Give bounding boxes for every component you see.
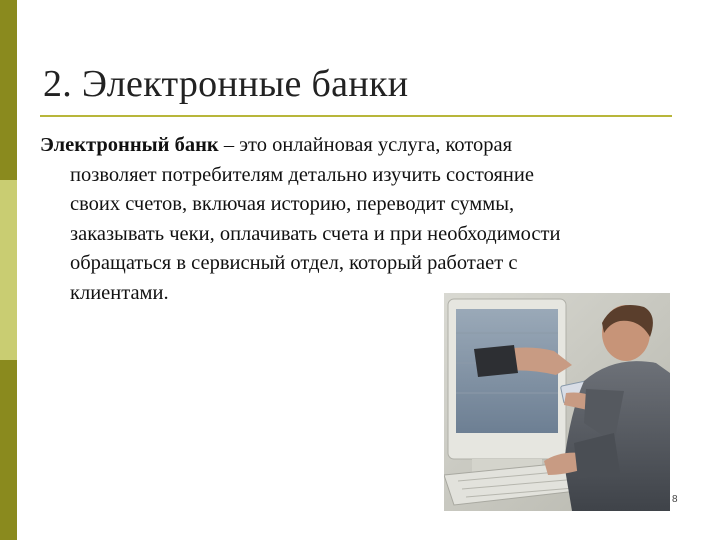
body-line-3: своих счетов, включая историю, переводит суммы, (70, 193, 515, 215)
side-bar-segment-top (0, 0, 17, 180)
side-bar-segment-bottom (0, 360, 17, 540)
slide-number: 8 (672, 494, 678, 505)
slide-title: 2. Электронные банки (43, 63, 409, 105)
title-underline (40, 115, 672, 117)
body-line-1-rest: – это онлайновая услуга, которая (218, 134, 513, 156)
body-line-6: клиентами. (70, 281, 169, 304)
slide-side-bar (0, 0, 17, 540)
body-line-5: обращаться в сервисный отдел, который работает с (70, 252, 518, 274)
side-bar-segment-middle (0, 180, 17, 360)
slide-body (40, 131, 680, 308)
body-line-2: позволяет потребителям детально изучить состояние (70, 163, 534, 186)
body-line-1 (40, 131, 680, 161)
term-bold: Электронный банк (40, 134, 219, 156)
illustration-photo (444, 293, 670, 511)
body-line-4: заказывать чеки, оплачивать счета и при необходимости (70, 222, 561, 245)
photo-man-at-computer-icon (444, 293, 670, 511)
